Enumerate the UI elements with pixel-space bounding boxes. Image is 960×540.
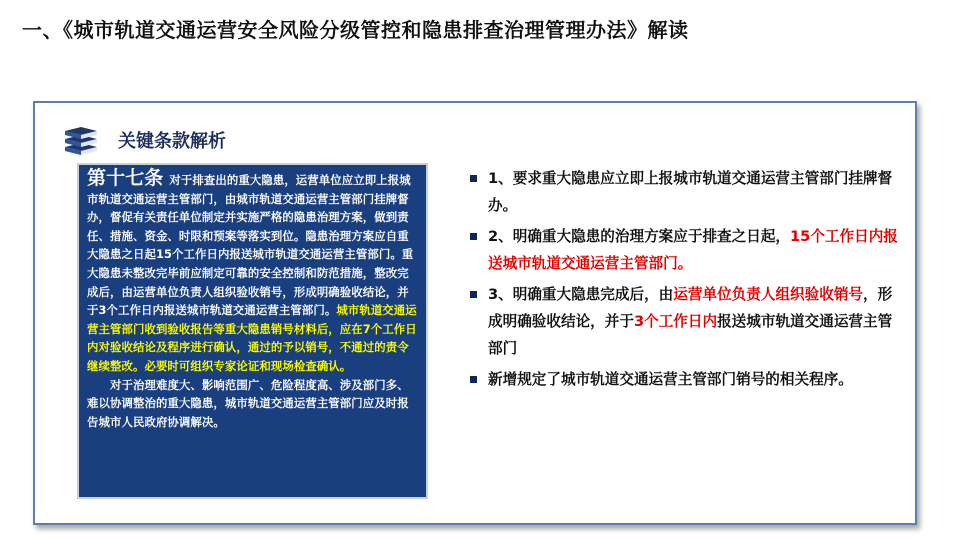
bullet-text: 报送城市轨道交通运营主管部门 [488,313,893,357]
list-item [468,281,898,362]
bullet-text: 3、明确重大隐患完成后，由 [488,286,674,303]
bullet-emphasis: 3个工作日内 [633,313,718,330]
bullet-text: 1、要求重大隐患应立即上报城市轨道交通运营主管部门挂牌督办。 [488,170,893,214]
list-item [468,223,898,277]
bullet-text: 新增规定了城市轨道交通运营主管部门销号的相关程序。 [488,371,853,388]
page-title: 一、《城市轨道交通运营安全风险分级管控和隐患排查治理管理办法》解读 [22,18,689,42]
square-bullet-icon [470,376,477,383]
key-points-list [468,165,898,397]
square-bullet-icon [470,175,477,182]
article-indent [87,378,110,392]
square-bullet-icon [470,233,477,240]
bullet-emphasis: 15个工作日内报送城市轨道交通运营主管部门。 [488,228,898,272]
list-item [468,366,898,393]
article-text: 对于排查出的重大隐患，运营单位应立即上报城市轨道交通运营主管部门，由城市轨道交通运营主管部门挂牌督办，督促有关责任单位制定并实施严格的隐患治理方案，做到责任、措施、资金、时限和预案等落实到位。隐患治理方案应自重大隐患之日起15个工作日内报送城市轨道交通运营主管部门。重大隐患未整改完毕前应制定可靠的安全控制和防范措施，整改完成后，由运营单位负责人组织验收销号，形成明确验收结论，并于3个工作日内报送城市轨道交通运营主管部门。 [87,173,414,318]
content-panel [33,101,917,525]
bullet-text: 2、明确重大隐患的治理方案应于排查之日起， [488,228,791,245]
books-icon [62,123,100,157]
article-highlight-text: 城市轨道交通运营主管部门收到验收报告等重大隐患销号材料后，应在7个工作日内对验收结论及程序进行确认，通过的予以销号，不通过的责令继续整改。必要时可组织专家论证和现场检查确认。 [87,303,417,373]
bullet-emphasis: 运营单位负责人组织验收销号 [673,286,864,303]
article-text-box [77,163,428,499]
article-text-2: 对于治理难度大、影响范围广、危险程度高、涉及部门多、难以协调整治的重大隐患，城市轨道交通运营主管部门应及时报告城市人民政府协调解决。 [87,377,409,429]
list-item [468,165,898,219]
square-bullet-icon [470,291,477,298]
article-number: 第十七条 [87,167,164,189]
section-title: 关键条款解析 [118,131,226,152]
bullet-text: ，形成明确验收结论，并于 [488,286,893,330]
